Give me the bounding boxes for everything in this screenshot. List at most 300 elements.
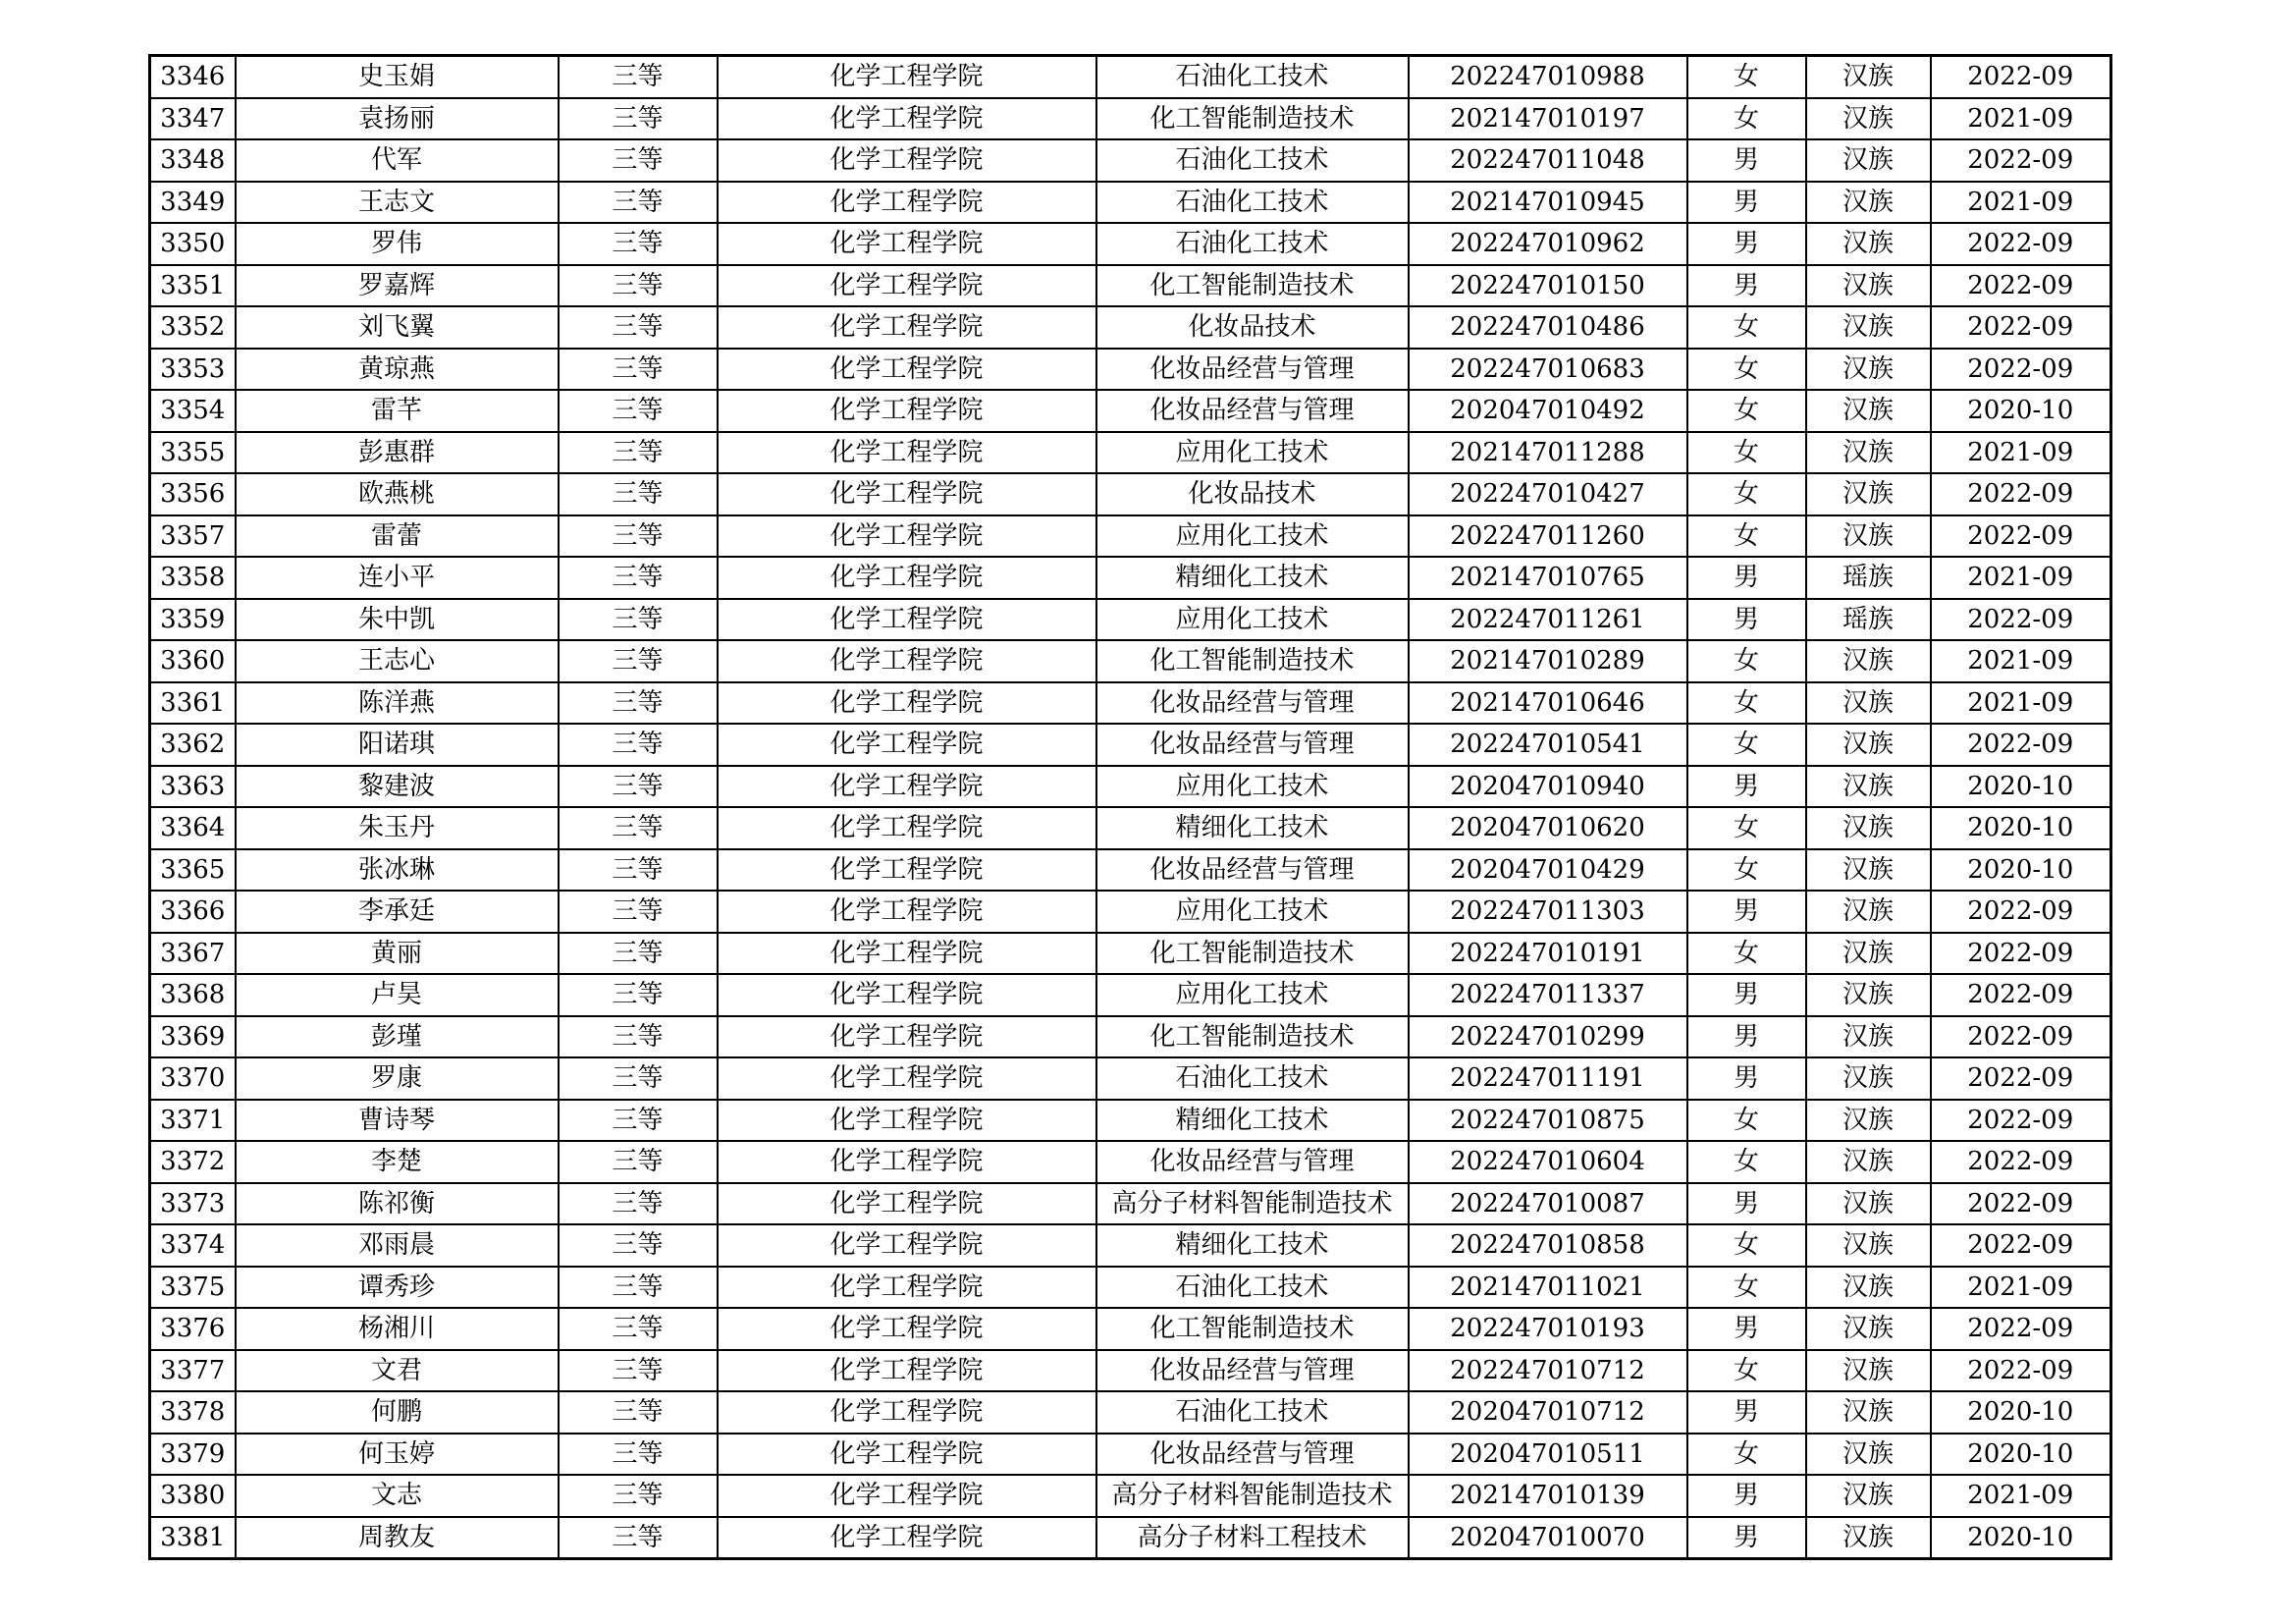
major-cell: 石油化工技术 <box>1096 182 1409 224</box>
college-cell: 化学工程学院 <box>718 849 1096 892</box>
ethnicity-cell: 汉族 <box>1806 807 1931 849</box>
gender-cell: 男 <box>1687 1391 1806 1434</box>
gender-cell: 女 <box>1687 1224 1806 1267</box>
college-cell: 化学工程学院 <box>718 1517 1096 1559</box>
student-name-cell: 彭瑾 <box>236 1016 559 1058</box>
student-name-cell: 文君 <box>236 1350 559 1392</box>
student-name-cell: 邓雨晨 <box>236 1224 559 1267</box>
serial-number-cell: 3352 <box>150 306 236 349</box>
major-cell: 化妆品经营与管理 <box>1096 1350 1409 1392</box>
student-name-cell: 文志 <box>236 1475 559 1517</box>
major-cell: 石油化工技术 <box>1096 1267 1409 1309</box>
student-id-cell: 202247010299 <box>1409 1016 1687 1058</box>
ethnicity-cell: 汉族 <box>1806 139 1931 182</box>
table-row <box>150 891 2111 933</box>
college-cell: 化学工程学院 <box>718 1224 1096 1267</box>
enrollment-date-cell: 2022-09 <box>1931 223 2111 265</box>
student-name-cell: 卢昊 <box>236 974 559 1016</box>
ethnicity-cell: 汉族 <box>1806 56 1931 98</box>
major-cell: 化妆品经营与管理 <box>1096 724 1409 766</box>
ethnicity-cell: 汉族 <box>1806 1141 1931 1183</box>
table-row <box>150 349 2111 391</box>
table-row <box>150 515 2111 558</box>
major-cell: 化妆品经营与管理 <box>1096 849 1409 892</box>
major-cell: 精细化工技术 <box>1096 807 1409 849</box>
table-row <box>150 1016 2111 1058</box>
student-name-cell: 王志文 <box>236 182 559 224</box>
table-row <box>150 974 2111 1016</box>
serial-number-cell: 3361 <box>150 682 236 725</box>
table-row <box>150 139 2111 182</box>
major-cell: 石油化工技术 <box>1096 1057 1409 1100</box>
enrollment-date-cell: 2022-09 <box>1931 724 2111 766</box>
serial-number-cell: 3362 <box>150 724 236 766</box>
table-row <box>150 1308 2111 1350</box>
serial-number-cell: 3377 <box>150 1350 236 1392</box>
college-cell: 化学工程学院 <box>718 56 1096 98</box>
enrollment-date-cell: 2021-09 <box>1931 98 2111 140</box>
student-id-cell: 202247011303 <box>1409 891 1687 933</box>
college-cell: 化学工程学院 <box>718 557 1096 599</box>
award-level-cell: 三等 <box>559 1517 718 1559</box>
serial-number-cell: 3353 <box>150 349 236 391</box>
student-name-cell: 罗康 <box>236 1057 559 1100</box>
student-name-cell: 王志心 <box>236 640 559 682</box>
ethnicity-cell: 汉族 <box>1806 1016 1931 1058</box>
table-row <box>150 1183 2111 1225</box>
ethnicity-cell: 汉族 <box>1806 1391 1931 1434</box>
table-row <box>150 1267 2111 1309</box>
table-row <box>150 1475 2111 1517</box>
award-level-cell: 三等 <box>559 1057 718 1100</box>
major-cell: 应用化工技术 <box>1096 891 1409 933</box>
student-id-cell: 202147010646 <box>1409 682 1687 725</box>
college-cell: 化学工程学院 <box>718 1434 1096 1476</box>
gender-cell: 男 <box>1687 1183 1806 1225</box>
award-level-cell: 三等 <box>559 432 718 474</box>
student-name-cell: 罗伟 <box>236 223 559 265</box>
enrollment-date-cell: 2022-09 <box>1931 349 2111 391</box>
table-row <box>150 599 2111 641</box>
college-cell: 化学工程学院 <box>718 640 1096 682</box>
student-id-cell: 202247011260 <box>1409 515 1687 558</box>
student-id-cell: 202147011288 <box>1409 432 1687 474</box>
student-id-cell: 202147011021 <box>1409 1267 1687 1309</box>
serial-number-cell: 3365 <box>150 849 236 892</box>
award-level-cell: 三等 <box>559 557 718 599</box>
serial-number-cell: 3346 <box>150 56 236 98</box>
student-id-cell: 202047010492 <box>1409 390 1687 432</box>
ethnicity-cell: 汉族 <box>1806 1100 1931 1142</box>
student-id-cell: 202247011191 <box>1409 1057 1687 1100</box>
student-name-cell: 何鹏 <box>236 1391 559 1434</box>
enrollment-date-cell: 2022-09 <box>1931 933 2111 975</box>
major-cell: 化工智能制造技术 <box>1096 640 1409 682</box>
serial-number-cell: 3381 <box>150 1517 236 1559</box>
student-id-cell: 202247010486 <box>1409 306 1687 349</box>
serial-number-cell: 3371 <box>150 1100 236 1142</box>
major-cell: 应用化工技术 <box>1096 599 1409 641</box>
award-level-cell: 三等 <box>559 1350 718 1392</box>
gender-cell: 女 <box>1687 682 1806 725</box>
table-row <box>150 432 2111 474</box>
college-cell: 化学工程学院 <box>718 1391 1096 1434</box>
major-cell: 高分子材料工程技术 <box>1096 1517 1409 1559</box>
gender-cell: 女 <box>1687 1141 1806 1183</box>
gender-cell: 男 <box>1687 891 1806 933</box>
enrollment-date-cell: 2020-10 <box>1931 766 2111 808</box>
ethnicity-cell: 汉族 <box>1806 766 1931 808</box>
college-cell: 化学工程学院 <box>718 1057 1096 1100</box>
award-level-cell: 三等 <box>559 182 718 224</box>
major-cell: 化妆品经营与管理 <box>1096 390 1409 432</box>
award-level-cell: 三等 <box>559 306 718 349</box>
enrollment-date-cell: 2022-09 <box>1931 1308 2111 1350</box>
serial-number-cell: 3355 <box>150 432 236 474</box>
ethnicity-cell: 汉族 <box>1806 515 1931 558</box>
student-id-cell: 202047010712 <box>1409 1391 1687 1434</box>
student-name-cell: 李楚 <box>236 1141 559 1183</box>
table-row <box>150 766 2111 808</box>
ethnicity-cell: 汉族 <box>1806 891 1931 933</box>
major-cell: 化工智能制造技术 <box>1096 933 1409 975</box>
award-level-cell: 三等 <box>559 974 718 1016</box>
enrollment-date-cell: 2020-10 <box>1931 1391 2111 1434</box>
gender-cell: 男 <box>1687 1016 1806 1058</box>
enrollment-date-cell: 2021-09 <box>1931 432 2111 474</box>
student-name-cell: 史玉娟 <box>236 56 559 98</box>
award-level-cell: 三等 <box>559 1434 718 1476</box>
student-name-cell: 朱玉丹 <box>236 807 559 849</box>
gender-cell: 女 <box>1687 933 1806 975</box>
award-level-cell: 三等 <box>559 1267 718 1309</box>
ethnicity-cell: 汉族 <box>1806 1267 1931 1309</box>
major-cell: 石油化工技术 <box>1096 1391 1409 1434</box>
enrollment-date-cell: 2022-09 <box>1931 473 2111 515</box>
enrollment-date-cell: 2020-10 <box>1931 1434 2111 1476</box>
serial-number-cell: 3368 <box>150 974 236 1016</box>
table-row <box>150 1057 2111 1100</box>
student-id-cell: 202247010191 <box>1409 933 1687 975</box>
ethnicity-cell: 汉族 <box>1806 473 1931 515</box>
college-cell: 化学工程学院 <box>718 223 1096 265</box>
student-name-cell: 黄丽 <box>236 933 559 975</box>
enrollment-date-cell: 2020-10 <box>1931 807 2111 849</box>
serial-number-cell: 3380 <box>150 1475 236 1517</box>
college-cell: 化学工程学院 <box>718 98 1096 140</box>
student-id-cell: 202147010765 <box>1409 557 1687 599</box>
gender-cell: 男 <box>1687 1057 1806 1100</box>
serial-number-cell: 3358 <box>150 557 236 599</box>
ethnicity-cell: 汉族 <box>1806 682 1931 725</box>
serial-number-cell: 3375 <box>150 1267 236 1309</box>
ethnicity-cell: 汉族 <box>1806 390 1931 432</box>
major-cell: 化妆品技术 <box>1096 306 1409 349</box>
serial-number-cell: 3349 <box>150 182 236 224</box>
gender-cell: 男 <box>1687 974 1806 1016</box>
gender-cell: 女 <box>1687 98 1806 140</box>
gender-cell: 男 <box>1687 1475 1806 1517</box>
table-row <box>150 223 2111 265</box>
enrollment-date-cell: 2021-09 <box>1931 1475 2111 1517</box>
college-cell: 化学工程学院 <box>718 1016 1096 1058</box>
major-cell: 应用化工技术 <box>1096 515 1409 558</box>
gender-cell: 女 <box>1687 1434 1806 1476</box>
award-level-cell: 三等 <box>559 1224 718 1267</box>
ethnicity-cell: 汉族 <box>1806 223 1931 265</box>
ethnicity-cell: 汉族 <box>1806 98 1931 140</box>
major-cell: 精细化工技术 <box>1096 1100 1409 1142</box>
gender-cell: 女 <box>1687 515 1806 558</box>
serial-number-cell: 3378 <box>150 1391 236 1434</box>
student-id-cell: 202047010940 <box>1409 766 1687 808</box>
ethnicity-cell: 汉族 <box>1806 306 1931 349</box>
enrollment-date-cell: 2022-09 <box>1931 515 2111 558</box>
serial-number-cell: 3351 <box>150 265 236 307</box>
major-cell: 应用化工技术 <box>1096 432 1409 474</box>
award-level-cell: 三等 <box>559 139 718 182</box>
serial-number-cell: 3359 <box>150 599 236 641</box>
major-cell: 石油化工技术 <box>1096 139 1409 182</box>
table-row <box>150 682 2111 725</box>
college-cell: 化学工程学院 <box>718 682 1096 725</box>
major-cell: 精细化工技术 <box>1096 1224 1409 1267</box>
major-cell: 化工智能制造技术 <box>1096 98 1409 140</box>
award-level-cell: 三等 <box>559 1100 718 1142</box>
student-name-cell: 彭惠群 <box>236 432 559 474</box>
award-level-cell: 三等 <box>559 724 718 766</box>
student-id-cell: 202147010945 <box>1409 182 1687 224</box>
major-cell: 化工智能制造技术 <box>1096 265 1409 307</box>
award-level-cell: 三等 <box>559 849 718 892</box>
table-row <box>150 557 2111 599</box>
student-name-cell: 曹诗琴 <box>236 1100 559 1142</box>
student-name-cell: 杨湘川 <box>236 1308 559 1350</box>
college-cell: 化学工程学院 <box>718 1141 1096 1183</box>
ethnicity-cell: 汉族 <box>1806 1183 1931 1225</box>
major-cell: 应用化工技术 <box>1096 974 1409 1016</box>
table-row <box>150 390 2111 432</box>
college-cell: 化学工程学院 <box>718 1350 1096 1392</box>
ethnicity-cell: 汉族 <box>1806 724 1931 766</box>
student-name-cell: 陈祁衡 <box>236 1183 559 1225</box>
major-cell: 石油化工技术 <box>1096 56 1409 98</box>
enrollment-date-cell: 2022-09 <box>1931 1183 2111 1225</box>
college-cell: 化学工程学院 <box>718 1183 1096 1225</box>
student-id-cell: 202247011261 <box>1409 599 1687 641</box>
serial-number-cell: 3356 <box>150 473 236 515</box>
enrollment-date-cell: 2022-09 <box>1931 1016 2111 1058</box>
student-name-cell: 雷芊 <box>236 390 559 432</box>
ethnicity-cell: 汉族 <box>1806 933 1931 975</box>
serial-number-cell: 3367 <box>150 933 236 975</box>
student-id-cell: 202247010150 <box>1409 265 1687 307</box>
table-row <box>150 56 2111 98</box>
award-level-cell: 三等 <box>559 933 718 975</box>
table-row <box>150 182 2111 224</box>
major-cell: 石油化工技术 <box>1096 223 1409 265</box>
table-row <box>150 1517 2111 1559</box>
college-cell: 化学工程学院 <box>718 891 1096 933</box>
student-name-cell: 雷蕾 <box>236 515 559 558</box>
table-row <box>150 849 2111 892</box>
major-cell: 化妆品经营与管理 <box>1096 349 1409 391</box>
table-row <box>150 933 2111 975</box>
major-cell: 化工智能制造技术 <box>1096 1016 1409 1058</box>
college-cell: 化学工程学院 <box>718 473 1096 515</box>
award-level-cell: 三等 <box>559 640 718 682</box>
enrollment-date-cell: 2022-09 <box>1931 974 2111 1016</box>
award-level-cell: 三等 <box>559 599 718 641</box>
table-body <box>150 56 2111 1559</box>
enrollment-date-cell: 2022-09 <box>1931 1100 2111 1142</box>
major-cell: 精细化工技术 <box>1096 557 1409 599</box>
major-cell: 化妆品经营与管理 <box>1096 1141 1409 1183</box>
gender-cell: 男 <box>1687 139 1806 182</box>
student-name-cell: 代军 <box>236 139 559 182</box>
table-row <box>150 724 2111 766</box>
table-row <box>150 1434 2111 1476</box>
college-cell: 化学工程学院 <box>718 1475 1096 1517</box>
student-id-cell: 202147010197 <box>1409 98 1687 140</box>
student-id-cell: 202247010988 <box>1409 56 1687 98</box>
serial-number-cell: 3350 <box>150 223 236 265</box>
award-level-cell: 三等 <box>559 56 718 98</box>
gender-cell: 男 <box>1687 557 1806 599</box>
ethnicity-cell: 汉族 <box>1806 265 1931 307</box>
award-level-cell: 三等 <box>559 891 718 933</box>
student-id-cell: 202247010875 <box>1409 1100 1687 1142</box>
serial-number-cell: 3366 <box>150 891 236 933</box>
college-cell: 化学工程学院 <box>718 139 1096 182</box>
student-id-cell: 202247010604 <box>1409 1141 1687 1183</box>
ethnicity-cell: 瑶族 <box>1806 557 1931 599</box>
gender-cell: 女 <box>1687 640 1806 682</box>
student-name-cell: 刘飞翼 <box>236 306 559 349</box>
student-id-cell: 202247010712 <box>1409 1350 1687 1392</box>
student-id-cell: 202147010289 <box>1409 640 1687 682</box>
college-cell: 化学工程学院 <box>718 432 1096 474</box>
table-row <box>150 473 2111 515</box>
serial-number-cell: 3369 <box>150 1016 236 1058</box>
table-row <box>150 1350 2111 1392</box>
gender-cell: 女 <box>1687 1100 1806 1142</box>
student-name-cell: 朱中凯 <box>236 599 559 641</box>
gender-cell: 女 <box>1687 1350 1806 1392</box>
gender-cell: 男 <box>1687 599 1806 641</box>
student-name-cell: 周教友 <box>236 1517 559 1559</box>
enrollment-date-cell: 2020-10 <box>1931 849 2111 892</box>
student-id-cell: 202247011337 <box>1409 974 1687 1016</box>
serial-number-cell: 3364 <box>150 807 236 849</box>
enrollment-date-cell: 2022-09 <box>1931 1141 2111 1183</box>
gender-cell: 女 <box>1687 432 1806 474</box>
award-level-cell: 三等 <box>559 390 718 432</box>
student-id-cell: 202247010427 <box>1409 473 1687 515</box>
gender-cell: 男 <box>1687 223 1806 265</box>
college-cell: 化学工程学院 <box>718 349 1096 391</box>
serial-number-cell: 3379 <box>150 1434 236 1476</box>
major-cell: 化妆品经营与管理 <box>1096 1434 1409 1476</box>
gender-cell: 女 <box>1687 1267 1806 1309</box>
student-id-cell: 202247010087 <box>1409 1183 1687 1225</box>
serial-number-cell: 3376 <box>150 1308 236 1350</box>
ethnicity-cell: 汉族 <box>1806 182 1931 224</box>
award-level-cell: 三等 <box>559 1016 718 1058</box>
gender-cell: 女 <box>1687 807 1806 849</box>
enrollment-date-cell: 2022-09 <box>1931 1224 2111 1267</box>
serial-number-cell: 3360 <box>150 640 236 682</box>
enrollment-date-cell: 2021-09 <box>1931 557 2111 599</box>
serial-number-cell: 3374 <box>150 1224 236 1267</box>
gender-cell: 女 <box>1687 473 1806 515</box>
serial-number-cell: 3372 <box>150 1141 236 1183</box>
college-cell: 化学工程学院 <box>718 1267 1096 1309</box>
award-level-cell: 三等 <box>559 349 718 391</box>
enrollment-date-cell: 2021-09 <box>1931 640 2111 682</box>
gender-cell: 女 <box>1687 849 1806 892</box>
gender-cell: 女 <box>1687 390 1806 432</box>
major-cell: 化妆品经营与管理 <box>1096 682 1409 725</box>
college-cell: 化学工程学院 <box>718 306 1096 349</box>
serial-number-cell: 3354 <box>150 390 236 432</box>
ethnicity-cell: 汉族 <box>1806 1517 1931 1559</box>
award-level-cell: 三等 <box>559 223 718 265</box>
ethnicity-cell: 汉族 <box>1806 974 1931 1016</box>
award-level-cell: 三等 <box>559 1141 718 1183</box>
table-row <box>150 98 2111 140</box>
enrollment-date-cell: 2022-09 <box>1931 306 2111 349</box>
enrollment-date-cell: 2022-09 <box>1931 139 2111 182</box>
enrollment-date-cell: 2021-09 <box>1931 682 2111 725</box>
enrollment-date-cell: 2022-09 <box>1931 265 2111 307</box>
student-id-cell: 202147010139 <box>1409 1475 1687 1517</box>
gender-cell: 男 <box>1687 182 1806 224</box>
serial-number-cell: 3347 <box>150 98 236 140</box>
ethnicity-cell: 汉族 <box>1806 1057 1931 1100</box>
student-name-cell: 陈洋燕 <box>236 682 559 725</box>
student-name-cell: 何玉婷 <box>236 1434 559 1476</box>
student-name-cell: 黄琼燕 <box>236 349 559 391</box>
student-id-cell: 202247010541 <box>1409 724 1687 766</box>
enrollment-date-cell: 2022-09 <box>1931 891 2111 933</box>
gender-cell: 男 <box>1687 1517 1806 1559</box>
award-level-cell: 三等 <box>559 515 718 558</box>
student-id-cell: 202047010511 <box>1409 1434 1687 1476</box>
gender-cell: 女 <box>1687 306 1806 349</box>
gender-cell: 女 <box>1687 724 1806 766</box>
ethnicity-cell: 汉族 <box>1806 349 1931 391</box>
student-id-cell: 202247011048 <box>1409 139 1687 182</box>
enrollment-date-cell: 2022-09 <box>1931 599 2111 641</box>
enrollment-date-cell: 2021-09 <box>1931 1267 2111 1309</box>
college-cell: 化学工程学院 <box>718 182 1096 224</box>
award-level-cell: 三等 <box>559 682 718 725</box>
college-cell: 化学工程学院 <box>718 974 1096 1016</box>
award-level-cell: 三等 <box>559 1391 718 1434</box>
major-cell: 化工智能制造技术 <box>1096 1308 1409 1350</box>
major-cell: 应用化工技术 <box>1096 766 1409 808</box>
award-level-cell: 三等 <box>559 766 718 808</box>
college-cell: 化学工程学院 <box>718 515 1096 558</box>
enrollment-date-cell: 2020-10 <box>1931 1517 2111 1559</box>
award-level-cell: 三等 <box>559 473 718 515</box>
college-cell: 化学工程学院 <box>718 390 1096 432</box>
ethnicity-cell: 汉族 <box>1806 849 1931 892</box>
gender-cell: 女 <box>1687 56 1806 98</box>
gender-cell: 女 <box>1687 349 1806 391</box>
ethnicity-cell: 汉族 <box>1806 1224 1931 1267</box>
